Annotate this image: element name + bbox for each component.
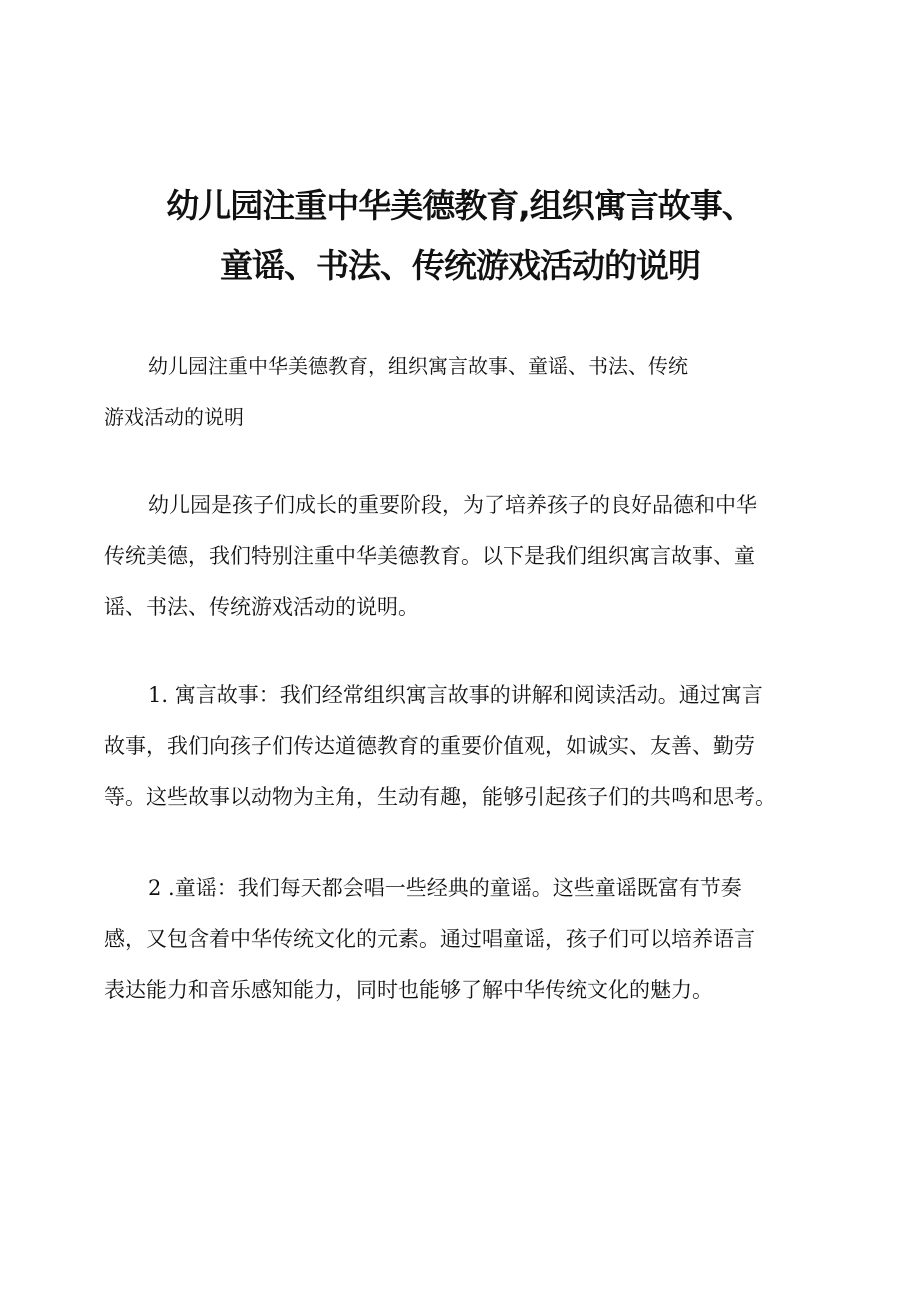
- paragraph-line: 故事，我们向孩子们传达道德教育的重要价值观，如诚实、友善、勤劳: [104, 734, 755, 758]
- document-subtitle: [104, 341, 804, 443]
- title-line: 幼儿园注重中华美德教育,组织寓言故事、: [166, 186, 754, 225]
- paragraph-line: 感，又包含着中华传统文化的元素。通过唱童谣，孩子们可以培养语言: [104, 927, 755, 951]
- title-line: 童谣、书法、传统游戏活动的说明: [220, 246, 700, 285]
- fable-paragraph: [104, 670, 824, 823]
- document-title: [100, 176, 820, 296]
- paragraph-line: 谣、书法、传统游戏活动的说明。: [104, 595, 419, 619]
- rhyme-paragraph: [104, 863, 824, 1016]
- subtitle-line: 幼儿园注重中华美德教育，组织寓言故事、童谣、书法、传统: [148, 354, 688, 378]
- subtitle-line: 游戏活动的说明: [104, 405, 244, 429]
- paragraph-line: 等。这些故事以动物为主角，生动有趣，能够引起孩子们的共鸣和思考。: [104, 785, 776, 809]
- paragraph-line: 1. 寓言故事：我们经常组织寓言故事的讲解和阅读活动。通过寓言: [148, 683, 763, 707]
- paragraph-line: 表达能力和音乐感知能力，同时也能够了解中华传统文化的魅力。: [104, 978, 713, 1002]
- paragraph-line: 幼儿园是孩子们成长的重要阶段，为了培养孩子的良好品德和中华: [148, 493, 757, 517]
- paragraph-line: 2 .童谣：我们每天都会唱一些经典的童谣。这些童谣既富有节奏: [148, 876, 742, 900]
- paragraph-line: 传统美德，我们特别注重中华美德教育。以下是我们组织寓言故事、童: [104, 544, 755, 568]
- intro-paragraph: [104, 480, 824, 633]
